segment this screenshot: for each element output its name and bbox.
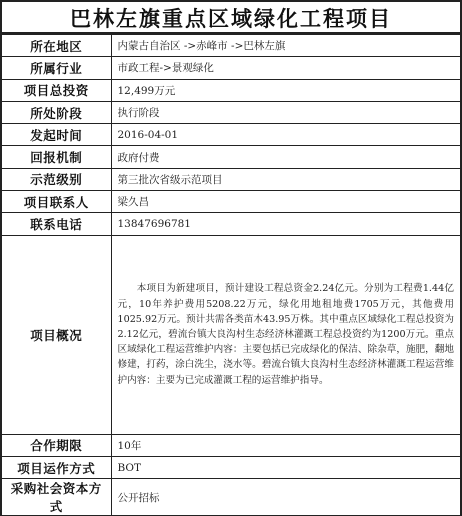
- row-value: 13847696781: [111, 213, 461, 235]
- project-info-table: [0, 34, 462, 516]
- row-region: [1, 35, 461, 57]
- row-label: 项目运作方式: [1, 456, 111, 478]
- row-industry: [1, 57, 461, 79]
- row-overview: [1, 235, 461, 434]
- row-label: 示范级别: [1, 168, 111, 190]
- row-label: 合作期限: [1, 434, 111, 456]
- row-label: 发起时间: [1, 124, 111, 146]
- row-start-date: [1, 124, 461, 146]
- row-label: 所属行业: [1, 57, 111, 79]
- row-value: 政府付费: [111, 146, 461, 168]
- row-value: 第三批次省级示范项目: [111, 168, 461, 190]
- row-label: 项目联系人: [1, 191, 111, 213]
- row-return-mechanism: [1, 146, 461, 168]
- row-value: BOT: [111, 456, 461, 478]
- row-value: 2016-04-01: [111, 124, 461, 146]
- row-label: 项目概况: [1, 235, 111, 434]
- row-value: 市政工程->景观绿化: [111, 57, 461, 79]
- row-value: 内蒙古自治区 ->赤峰市 ->巴林左旗: [111, 35, 461, 57]
- row-value: 12,499万元: [111, 79, 461, 101]
- row-value: 公开招标: [111, 479, 461, 516]
- row-label: 所处阶段: [1, 101, 111, 123]
- row-cooperation-period: [1, 434, 461, 456]
- row-stage: [1, 101, 461, 123]
- row-label: 采购社会资本方式: [1, 479, 111, 516]
- overview-text: 本项目为新建项目，预计建设工程总资金2.24亿元。分别为工程费1.44亿元，10年养护费用5208.22万元，绿化用地租地费1705万元，其他费用1025.92万元。预计共需各类苗木43.95万株。其中重点区域绿化工程总投资为2.12亿元，碧流台镇大良沟村生态经济林灌溉工程总投资约为1200万元。重点区域绿化工程运营维护内容：主要包括已完成绿化的保洁、除杂草，施肥，翻地修建，打药，涂白洗尘，浇水等。碧流台镇大良沟村生态经济林灌溉工程运营维护内容：主要为已完成灌溉工程的运营维护指导。: [111, 235, 461, 434]
- row-contact-person: [1, 191, 461, 213]
- row-procurement-method: [1, 479, 461, 516]
- row-value: 执行阶段: [111, 101, 461, 123]
- row-label: 回报机制: [1, 146, 111, 168]
- row-total-investment: [1, 79, 461, 101]
- row-demo-level: [1, 168, 461, 190]
- row-value: 梁久昌: [111, 191, 461, 213]
- row-contact-phone: [1, 213, 461, 235]
- row-label: 联系电话: [1, 213, 111, 235]
- row-label: 所在地区: [1, 35, 111, 57]
- page-title: 巴林左旗重点区域绿化工程项目: [0, 0, 462, 34]
- row-label: 项目总投资: [1, 79, 111, 101]
- row-value: 10年: [111, 434, 461, 456]
- row-operation-mode: [1, 456, 461, 478]
